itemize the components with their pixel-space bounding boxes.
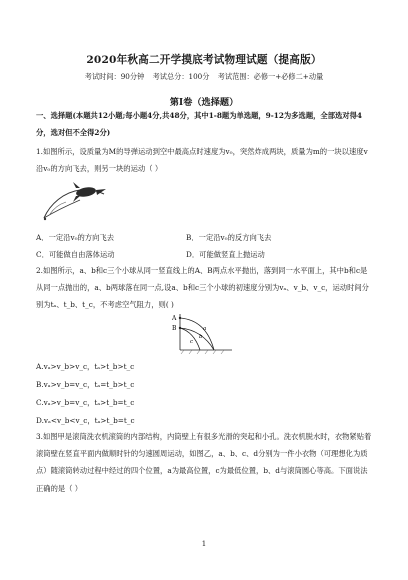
- missile-figure: [40, 178, 110, 224]
- exam-scope: 考试范围：必修一+必修二+动量: [217, 72, 324, 81]
- label-point-a: A: [172, 315, 177, 322]
- q1-option-a: A．一定沿v₀的方向飞去: [36, 233, 114, 242]
- q1-option-c: C．可能做自由落体运动: [36, 250, 115, 259]
- label-point-b: B: [172, 325, 177, 332]
- label-ball-a: a: [203, 326, 207, 332]
- question-2-text: 2.如图所示，a、b和c三个小球从同一竖直线上的A、B两点水平抛出，落到同一水平面上，其中b和c是从同一点抛出的，a、b两球落在同一点,设a、b和c三个小球的初速度分别为vₐ、v_b、v_c，运动时间分别为tₐ、t_b、t_c，不考虑空气阻力，则( ): [36, 266, 369, 310]
- question-1-text: 1.如图所示，设质量为M的导弹运动到空中最高点时速度为v₀，突然炸成两块，质量为m的一块以速度v沿v₀的方向飞去，则另一块的运动（ ）: [36, 147, 368, 174]
- exam-title: 2020年秋高二开学摸底考试物理试题（提高版）: [86, 54, 322, 66]
- label-ball-b: b: [199, 334, 203, 340]
- exam-meta: [0, 72, 408, 82]
- projectile-figure: [172, 310, 236, 356]
- page-number: 1: [201, 540, 207, 548]
- q2-option-c: C.vₐ>v_b=v_c，tₐ>t_b=t_c: [36, 398, 135, 407]
- q2-option-d: D.vₐ<v_b<v_c，tₐ>t_b=t_c: [36, 416, 135, 425]
- q1-option-b: B．一定沿v₀的反方向飞去: [186, 233, 272, 242]
- q1-option-d: D．可能做竖直上抛运动: [186, 250, 265, 259]
- exam-time: 考试时间：90分钟: [84, 72, 145, 81]
- q2-option-b: B.vₐ>v_b=v_c，tₐ=t_b>t_c: [36, 380, 135, 389]
- section-title: 第I卷（选择题）: [169, 97, 239, 108]
- q2-option-a: A.vₐ>v_b>v_c，tₐ>t_b>t_c: [36, 362, 135, 371]
- question-3-text: 3.如图甲是滚筒洗衣机滚筒的内部结构，内筒壁上有很多光滑的突起和小孔。洗衣机脱水时，衣物紧贴着滚筒壁在竖直平面内做顺时针的匀速圆周运动，如图乙，a、b、c、d分别为一件小衣物（可理想化为质点）随滚筒转动过程中经过的四个位置，a为最高位置，c为最低位置，b、d与滚筒圆心等高。下面说法正确的是（ ）: [36, 432, 372, 493]
- label-ball-c: c: [190, 339, 194, 345]
- exam-score: 考试总分：100分: [152, 72, 210, 81]
- instructions: 一、选择题(本题共12小题;每小题4分,共48分，其中1-8题为单选题，9-12为多选题，全部选对得4分，选对但不全得2分): [36, 111, 362, 138]
